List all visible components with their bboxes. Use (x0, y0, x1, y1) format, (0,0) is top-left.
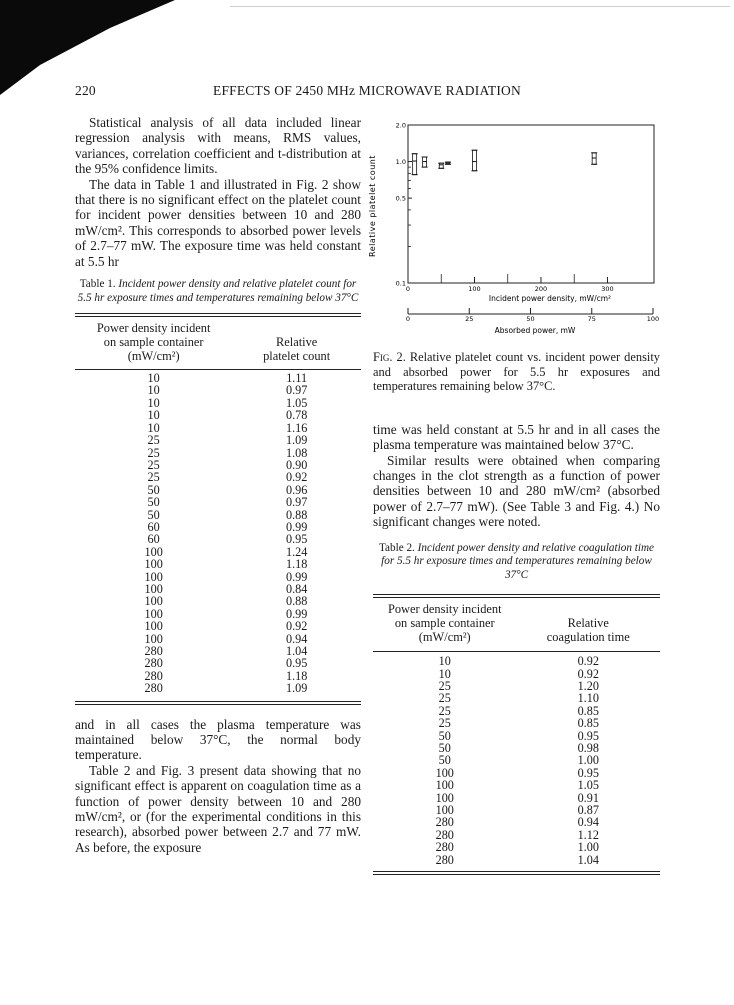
y-axis-ticks (396, 122, 412, 288)
table2-cell-relative-value: 1.10 (577, 691, 599, 706)
table2-row (373, 816, 660, 828)
table1-cell-power-density: 25 (147, 433, 160, 448)
table2-row (373, 804, 660, 816)
data-point-errorbar (471, 150, 477, 171)
table2-cell-relative-value: 0.95 (577, 728, 599, 743)
table2-row (373, 829, 660, 841)
errorbar-range-box (472, 150, 476, 171)
table1-row (75, 657, 361, 669)
table2-cell-power-density: 100 (435, 803, 454, 817)
y-axis-label: Relative platelet count (368, 155, 377, 257)
table2-row (373, 767, 660, 779)
table1-row (75, 583, 361, 595)
table1-cell-relative-value: 0.88 (285, 507, 308, 522)
left-column (75, 115, 361, 855)
table2-col2-header: Relative coagulation time (546, 616, 630, 645)
table2 (373, 598, 660, 866)
table1-cell-relative-value: 0.92 (285, 619, 308, 634)
x-tick-label: 0 (405, 285, 411, 293)
x2-tick-label: 0 (405, 315, 411, 323)
table1-cell-power-density: 100 (144, 594, 163, 609)
table2-cell-relative-value: 1.12 (577, 827, 599, 842)
table2-cell-power-density: 50 (438, 728, 451, 743)
table1-cell-power-density: 25 (147, 470, 160, 485)
table2-cell-relative-value: 0.92 (577, 666, 599, 681)
table1-row (75, 372, 361, 384)
table2-cell-relative-value: 1.20 (577, 678, 599, 693)
x2-tick-label: 100 (646, 315, 660, 323)
table2-cell-relative-value: 0.87 (577, 803, 599, 817)
table1-row (75, 633, 361, 645)
table2-cell-power-density: 280 (435, 827, 454, 842)
y-tick-label: 0.1 (395, 279, 406, 288)
table1-header-row (75, 317, 361, 366)
table1-row (75, 384, 361, 396)
table1-row (75, 409, 361, 421)
table1-row (75, 620, 361, 632)
table2-cell-power-density: 50 (438, 740, 451, 755)
table1-cell-relative-value: 1.04 (285, 644, 308, 658)
table1-row (75, 670, 361, 682)
table1-cell-power-density: 25 (147, 457, 160, 472)
page-number: 220 (75, 83, 96, 98)
table1-cell-relative-value: 0.97 (285, 495, 308, 510)
data-point-errorbar (445, 162, 451, 164)
table1-row (75, 608, 361, 620)
table2-row (373, 730, 660, 742)
table2-cell-power-density: 10 (438, 666, 451, 681)
table2-row (373, 655, 660, 667)
table1-cell-power-density: 10 (147, 371, 160, 386)
plot-frame (408, 125, 654, 283)
table1-cell-power-density: 280 (144, 656, 163, 671)
table1-cell-power-density: 25 (147, 445, 160, 460)
table2-cell-power-density: 25 (438, 703, 451, 718)
table1-row (75, 595, 361, 607)
secondary-axis-ticks (406, 308, 659, 323)
table2-caption-text: Incident power density and relative coagulation time for 5.5 hr exposure times and temperatures remaining below 37°C (381, 541, 654, 581)
table1-cell-power-density: 10 (147, 383, 160, 398)
table1-cell-relative-value: 0.90 (285, 457, 308, 472)
table1-cell-power-density: 100 (144, 631, 163, 646)
table2-cell-relative-value: 1.04 (577, 852, 599, 867)
table2-row (373, 668, 660, 680)
x2-tick-label: 75 (587, 315, 596, 323)
data-point-errorbar (412, 154, 418, 175)
table1-cell-power-density: 10 (147, 408, 160, 423)
table1-cell-relative-value: 0.99 (285, 519, 308, 534)
paragraph-table2-intro: Table 2 and Fig. 3 present data showing that no significant effect is apparent on coagulation time as a function of power density between 10 and 280 mW/cm², or (for the experimental conditions in this research), absorbed power between 2.7 and 77 mW. As before, the exposure (75, 762, 361, 855)
secondary-axis-label: Absorbed power, mW (494, 326, 576, 335)
table1-cell-relative-value: 1.16 (285, 420, 308, 435)
table1-row (75, 471, 361, 483)
table1-cell-relative-value: 1.24 (285, 544, 308, 559)
table2-row (373, 742, 660, 754)
table2-row (373, 841, 660, 853)
x2-tick-label: 50 (526, 315, 535, 323)
table2-cell-relative-value: 0.95 (577, 765, 599, 780)
table2-cell-power-density: 280 (435, 815, 454, 830)
table2-row (373, 717, 660, 729)
table2-cell-power-density: 25 (438, 716, 451, 731)
table2-cell-power-density: 25 (438, 691, 451, 706)
table1-cell-power-density: 10 (147, 395, 160, 410)
table1-cell-relative-value: 0.96 (285, 482, 308, 497)
table2-header-row (373, 598, 660, 647)
table2-row (373, 692, 660, 704)
table1-cell-power-density: 60 (147, 532, 160, 547)
table1-row (75, 521, 361, 533)
data-point-errorbar (422, 157, 428, 167)
table2-cell-power-density: 100 (435, 778, 454, 793)
errorbar-range-box (423, 157, 427, 167)
y-tick-label: 1.0 (395, 158, 406, 167)
x-tick-label: 200 (534, 285, 548, 293)
table1-row (75, 459, 361, 471)
table1-row (75, 645, 361, 657)
scan-edge-line (230, 6, 730, 7)
errorbar-range-box (439, 163, 443, 168)
table2-cell-power-density: 100 (435, 790, 454, 805)
table1-body (75, 372, 361, 695)
data-point-errorbar (438, 163, 444, 168)
table1-row (75, 484, 361, 496)
table2-cell-power-density: 25 (438, 678, 451, 693)
table1-cell-relative-value: 1.09 (285, 433, 308, 448)
table1-cell-relative-value: 1.18 (285, 557, 308, 572)
table1-cell-relative-value: 1.11 (286, 371, 308, 386)
table1-cell-relative-value: 0.95 (285, 656, 308, 671)
paragraph-table1-intro: The data in Table 1 and illustrated in Fig. 2 show that there is no significant effect on the platelet count for incident power densities between 10 and 280 mW/cm². This corresponds to absorbed power levels of 2.7–77 mW. The exposure time was held constant at 5.5 hr (75, 176, 361, 269)
paragraph-statistics: Statistical analysis of all data included linear regression analysis with means, RMS values, variances, correlation coefficient and t-distribution at the 95% confidence limits. (75, 115, 361, 177)
table1-cell-relative-value: 0.97 (285, 383, 308, 398)
table2-row (373, 705, 660, 717)
table2-cell-power-density: 10 (438, 654, 451, 669)
table2-cell-relative-value: 1.05 (577, 778, 599, 793)
table2-row (373, 792, 660, 804)
right-column (373, 350, 660, 875)
table2-row (373, 680, 660, 692)
table2-cell-relative-value: 0.91 (577, 790, 599, 805)
table1-cell-relative-value: 1.05 (285, 395, 308, 410)
table2-cell-relative-value: 0.92 (577, 654, 599, 669)
paragraph-clot-results: Similar results were obtained when comparing changes in the clot strength as a function of power densities between 10 and 280 mW/cm² (absorbed power of 2.7–77 mW). (See Table 3 and Fig. 4.) No significant changes were noted. (373, 452, 660, 530)
table1-cell-power-density: 60 (147, 519, 160, 534)
figure-2-label: Fig. 2. (373, 350, 406, 364)
table1-cell-relative-value: 0.95 (285, 532, 308, 547)
table1-cell-power-density: 100 (144, 544, 163, 559)
figure-2-caption-text: Relative platelet count vs. incident power density and absorbed power for 5.5 hr exposures and temperatures remaining below 37°C. (373, 350, 660, 394)
table1-row (75, 571, 361, 583)
y-tick-label: 0.5 (395, 194, 406, 203)
paragraph-plasma-temp: and in all cases the plasma temperature was maintained below 37°C, the normal body temperature. (75, 716, 361, 763)
table1-cell-relative-value: 0.92 (285, 470, 308, 485)
table1-row (75, 533, 361, 545)
table1-cell-power-density: 100 (144, 619, 163, 634)
figure-2-caption (373, 350, 660, 394)
x-axis-label: Incident power density, mW/cm² (488, 294, 612, 303)
table1-cell-power-density: 100 (144, 581, 163, 596)
table2-cell-power-density: 50 (438, 753, 451, 768)
table2-cell-relative-value: 1.00 (577, 840, 599, 855)
table1-cell-relative-value: 0.99 (285, 606, 308, 621)
table1-cell-power-density: 10 (147, 420, 160, 435)
table2-label: Table 2. (378, 541, 415, 554)
table1-cell-relative-value: 0.88 (285, 594, 308, 609)
table1-row (75, 434, 361, 446)
table2-cell-relative-value: 1.00 (577, 753, 599, 768)
figure-2-chart (360, 118, 670, 340)
table1-row (75, 558, 361, 570)
table2-bottom-rule (373, 871, 660, 875)
data-point-errorbar (591, 153, 597, 164)
table1-row (75, 496, 361, 508)
table1-cell-relative-value: 0.84 (285, 581, 308, 596)
table1-col2-header: Relative platelet count (263, 335, 331, 364)
table2-cell-relative-value: 0.85 (577, 703, 599, 718)
table2-cell-relative-value: 0.94 (577, 815, 599, 830)
table1-cell-relative-value: 1.08 (285, 445, 308, 460)
table1-cell-relative-value: 1.09 (285, 681, 308, 696)
table1-row (75, 509, 361, 521)
table1-row (75, 422, 361, 434)
table2-row (373, 779, 660, 791)
table1-cell-power-density: 280 (144, 681, 163, 696)
table2-cell-relative-value: 0.85 (577, 716, 599, 731)
table1-cell-power-density: 280 (144, 644, 163, 658)
errorbar-range-box (413, 154, 417, 175)
table1-cell-power-density: 100 (144, 606, 163, 621)
table1-caption-text: Incident power density and relative platelet count for 5.5 hr exposure times and temperatures remaining below 37°C (77, 278, 359, 304)
running-title: EFFECTS OF 2450 MHz MICROWAVE RADIATION (213, 83, 521, 98)
table1-caption (75, 278, 361, 305)
table1-cell-relative-value: 0.99 (285, 569, 308, 584)
errorbar-range-box (592, 153, 596, 164)
table1-cell-power-density: 50 (147, 507, 160, 522)
table1-row (75, 397, 361, 409)
x2-tick-label: 25 (465, 315, 474, 323)
table1-cell-power-density: 100 (144, 557, 163, 572)
table1-cell-relative-value: 0.78 (285, 408, 308, 423)
table2-row (373, 754, 660, 766)
table2-row (373, 854, 660, 866)
table2-cell-relative-value: 0.98 (577, 740, 599, 755)
table2-caption (373, 542, 660, 583)
table1-cell-relative-value: 0.94 (285, 631, 308, 646)
table2-cell-power-density: 280 (435, 840, 454, 855)
table2-body (373, 655, 660, 866)
table1-cell-relative-value: 1.18 (285, 668, 308, 683)
table2-cell-power-density: 280 (435, 852, 454, 867)
table1-cell-power-density: 50 (147, 482, 160, 497)
table1-label: Table 1. (79, 278, 116, 291)
table1-row (75, 682, 361, 694)
table1-cell-power-density: 50 (147, 495, 160, 510)
table1-row (75, 546, 361, 558)
y-tick-label: 2.0 (395, 121, 406, 130)
x-tick-label: 100 (468, 285, 481, 293)
table2-col1-header: Power density incident on sample container (mW/cm²) (387, 602, 502, 645)
table2-cell-power-density: 100 (435, 765, 454, 780)
table1-row (75, 447, 361, 459)
x-tick-label: 300 (601, 285, 614, 293)
table1 (75, 317, 361, 695)
table1-cell-power-density: 100 (144, 569, 163, 584)
paragraph-clot-intro: time was held constant at 5.5 hr and in all cases the plasma temperature was maintained below 37°C. (373, 421, 660, 453)
table1-col1-header: Power density incident on sample container (mW/cm²) (96, 321, 211, 364)
data-points (412, 150, 598, 174)
table1-cell-power-density: 280 (144, 668, 163, 683)
